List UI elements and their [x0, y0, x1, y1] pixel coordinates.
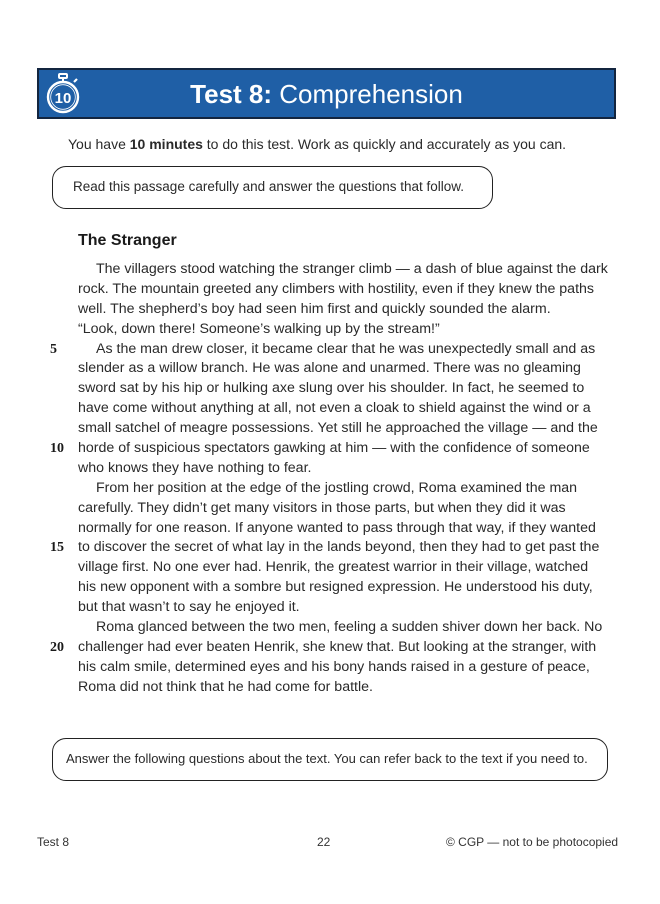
intro-prefix: You have — [68, 136, 130, 152]
passage-line-text: “Look, down there! Someone’s walking up by the stream!” — [78, 320, 440, 337]
passage-line — [50, 340, 618, 360]
passage-line-text: sword sat by his hip or hulking axe slung over his shoulder. In fact, he seemed to — [78, 380, 585, 397]
intro-time-limit: 10 minutes — [129, 136, 203, 152]
questions-instruction-box: Answer the following questions about the text. You can refer back to the text if you need to. — [52, 738, 608, 781]
passage-line-text: who knows they have nothing to fear. — [78, 459, 312, 476]
passage-line — [78, 479, 618, 499]
passage-title: The Stranger — [78, 232, 177, 249]
passage-line — [50, 538, 618, 558]
passage-line-text: challenger had ever beaten Henrik, she knew that. But looking at the stranger, with — [78, 638, 597, 655]
passage-line — [50, 439, 618, 459]
footer-test-label: Test 8 — [37, 835, 70, 849]
passage-line — [78, 618, 618, 638]
intro-suffix: to do this test. Work as quickly and accurately as you can. — [202, 136, 567, 152]
line-number: 5 — [50, 341, 57, 357]
passage-line — [78, 499, 618, 519]
page-title-test-number: Test 8: — [190, 79, 273, 109]
passage-line — [78, 658, 618, 678]
passage-line-text: village first. No one ever had. Henrik, the greatest warrior in their village, watched — [78, 559, 589, 576]
passage-line-text: As the man drew closer, it became clear that he was unexpectedly small and as — [96, 340, 596, 357]
line-number: 20 — [50, 639, 64, 655]
passage-line — [78, 399, 618, 419]
passage-line-text: slender as a willow branch. He was alone and unarmed. There was no gleaming — [78, 360, 581, 377]
passage-line — [78, 519, 618, 539]
passage-line — [50, 638, 618, 658]
line-number: 15 — [50, 540, 64, 556]
footer-page-number: 22 — [317, 835, 331, 849]
passage-line — [78, 280, 618, 300]
passage-line — [78, 320, 618, 340]
passage-line-text: but that wasn’t to say he enjoyed it. — [78, 599, 300, 616]
page-title-subject: Comprehension — [272, 79, 463, 109]
footer-copyright: © CGP — not to be photocopied — [446, 835, 619, 849]
passage-line — [78, 678, 618, 698]
passage-line-text: Roma did not think that he had come for battle. — [78, 678, 373, 695]
passage-text — [50, 260, 618, 698]
passage-line-text: his calm smile, determined eyes and his bony hands raised in a gesture of peace, — [78, 658, 590, 675]
passage-line-text: carefully. They didn’t get many visitors in those parts, but when they did it was — [78, 499, 566, 516]
passage-line-text: horde of suspicious spectators gawking at him — with the confidence of someone — [78, 440, 590, 457]
passage-line-text: Roma glanced between the two men, feeling a sudden shiver down her back. No — [96, 619, 603, 636]
passage-line — [78, 558, 618, 578]
timer-minutes: 10 — [54, 90, 72, 107]
passage-line — [78, 300, 618, 320]
passage-line-text: have come without anything at all, not even a cloak to shield against the wind or a — [78, 400, 591, 417]
passage-line-text: The villagers stood watching the stranger climb — a dash of blue against the dark — [96, 261, 608, 277]
passage-line — [78, 359, 618, 379]
passage-line — [78, 260, 618, 280]
reading-instruction-box: Read this passage carefully and answer the questions that follow. — [52, 166, 493, 209]
passage-line-text: normally for one reason. If anyone wanted to pass through that way, if they wanted — [78, 519, 596, 536]
passage-line-text: his new opponent with a sombre but resigned expression. He understood his duty, — [78, 579, 593, 596]
line-number: 10 — [50, 441, 64, 457]
passage-line — [78, 419, 618, 439]
passage-line — [78, 379, 618, 399]
passage-line-text: to discover the secret of what lay in the lands beyond, then they had to get past the — [78, 539, 600, 556]
passage-line-text: rock. The mountain greeted any climbers with hostility, even if they knew the paths — [78, 280, 594, 297]
passage-line — [78, 598, 618, 618]
passage-line-text: small satchel of meagre possessions. Yet still he approached the village — and the — [78, 420, 598, 437]
passage-line-text: From her position at the edge of the jostling crowd, Roma examined the man — [96, 479, 578, 496]
page-title — [39, 70, 614, 117]
passage-line — [78, 578, 618, 598]
passage-line-text: well. The shepherd’s boy had seen him first and quickly sounded the alarm. — [78, 300, 551, 317]
test-header-banner — [37, 68, 616, 119]
time-instructions — [68, 136, 566, 152]
passage-line — [78, 459, 618, 479]
